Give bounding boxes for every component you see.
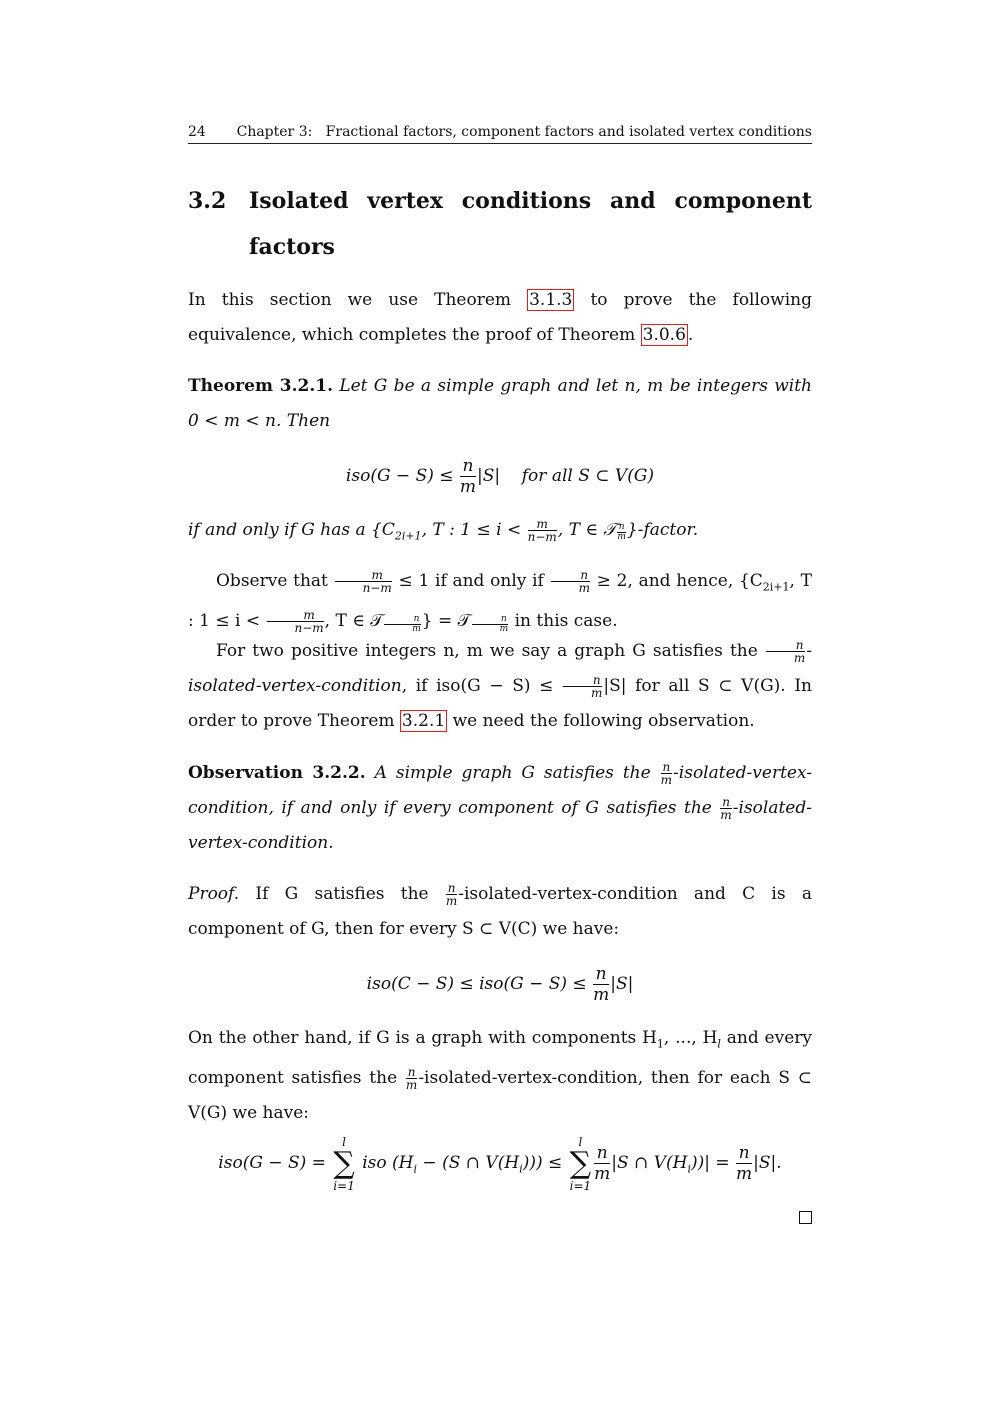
- equation-part: iso (H: [356, 1153, 414, 1173]
- fraction: [563, 674, 602, 699]
- subscript: i: [413, 1162, 418, 1176]
- denominator: m: [445, 894, 458, 908]
- fraction: [593, 964, 609, 1005]
- running-header: [188, 124, 812, 144]
- text: If G satisfies the: [239, 884, 445, 904]
- qed-square-icon: [799, 1211, 812, 1224]
- numerator: n: [551, 569, 590, 582]
- fraction: [528, 518, 557, 543]
- subscript: 2i+1: [762, 580, 790, 594]
- text: , T : 1 ≤ i <: [188, 571, 812, 632]
- text: , T ∈ 𝒯: [557, 520, 617, 540]
- text: -isolated-vertex-condition, then for each S ⊂ V(G) we have:: [188, 1068, 812, 1124]
- fraction: [766, 639, 805, 664]
- numerator: n: [384, 615, 421, 625]
- fraction: [594, 1143, 610, 1184]
- numerator: n: [662, 760, 671, 774]
- text: For two positive integers n, m we say a graph G satisfies the: [216, 641, 765, 661]
- text: -isolated-vertex-condition.: [188, 798, 812, 853]
- theorem-conclusion: [188, 513, 812, 553]
- fraction: [661, 761, 672, 786]
- numerator: m: [335, 569, 392, 582]
- text: }-factor.: [626, 520, 699, 540]
- denominator: m: [793, 651, 806, 665]
- numerator: n: [593, 964, 609, 985]
- text: -isolated-vertex-condition, if and only if every component of G satisfies the: [188, 763, 812, 818]
- denominator: n−m: [362, 581, 392, 595]
- denominator: m: [405, 1078, 418, 1093]
- proof-paragraph-2: [188, 1021, 812, 1131]
- defined-term: -isolated-vertex-condition: [188, 641, 812, 696]
- text: if and only if G has a {C: [188, 520, 395, 540]
- subscript: i: [687, 1162, 691, 1176]
- theorem-display-equation: [188, 454, 812, 498]
- theorem-ref-link[interactable]: 3.0.6: [642, 325, 686, 345]
- denominator: n−m: [527, 530, 557, 544]
- denominator: m: [720, 808, 732, 822]
- sigma-symbol: ∑: [333, 1145, 355, 1181]
- observation-label: Observation 3.2.2.: [188, 763, 366, 783]
- theorem-ref-link[interactable]: 3.1.3: [529, 290, 573, 310]
- text: A simple graph G satisfies the: [365, 763, 660, 783]
- text: ≤ 1 if and only if: [392, 571, 550, 591]
- proof-label: Proof.: [188, 884, 240, 904]
- sum-lower: i=1: [569, 1178, 592, 1193]
- equation-part: iso(G − S) ≤: [345, 466, 459, 486]
- section-title: Isolated vertex conditions and component factors: [249, 188, 812, 260]
- fraction: [720, 796, 731, 821]
- fraction: [460, 456, 476, 497]
- theorem-ref-link[interactable]: 3.2.1: [401, 711, 446, 731]
- fraction: [384, 615, 421, 634]
- denominator: m: [660, 773, 673, 787]
- equation-part: − (S ∩ V(H: [417, 1153, 520, 1173]
- equation-part: iso(G − S) =: [218, 1153, 332, 1173]
- numerator: n: [618, 522, 625, 533]
- numerator: n: [460, 456, 476, 477]
- equation-part: |S|.: [753, 1153, 782, 1173]
- equation-part: ))| =: [691, 1153, 736, 1173]
- numerator: n: [766, 639, 805, 652]
- definition-paragraph: [188, 634, 812, 739]
- numerator: n: [722, 795, 730, 809]
- fraction: [551, 569, 590, 594]
- numerator: m: [267, 609, 324, 622]
- fraction: [335, 569, 392, 594]
- intro-paragraph: [188, 283, 812, 353]
- section-heading: [188, 178, 812, 270]
- numerator: n: [447, 881, 456, 895]
- text: , ..., H: [663, 1028, 718, 1048]
- fraction: [406, 1066, 417, 1091]
- equation-part: |S| for all S ⊂ V(G): [477, 466, 655, 486]
- denominator: m: [736, 1164, 753, 1184]
- sum-upper: l: [342, 1134, 346, 1149]
- theorem-label: Theorem 3.2.1.: [188, 376, 333, 396]
- sum-upper: l: [578, 1134, 583, 1149]
- numerator: m: [528, 518, 557, 531]
- fraction: [472, 615, 509, 634]
- numerator: n: [472, 615, 509, 625]
- text: ≥ 2, and hence, {C: [590, 571, 763, 591]
- denominator: m: [578, 581, 590, 595]
- text: we need the following observation.: [447, 711, 755, 731]
- page-number: 24: [188, 124, 206, 140]
- proof-paragraph: [188, 877, 812, 947]
- chapter-title: Chapter 3: Fractional factors, component factors and isolated vertex conditions: [236, 124, 812, 140]
- subscript: 2i+1: [394, 529, 422, 543]
- text: , T : 1 ≤ i <: [421, 520, 527, 540]
- subscript: l: [717, 1037, 721, 1051]
- numerator: n: [563, 674, 602, 687]
- equation-part: iso(C − S) ≤ iso(G − S) ≤: [366, 974, 593, 994]
- proof-display-equation-1: [188, 962, 812, 1006]
- equation-part: ))) ≤: [522, 1153, 568, 1173]
- text: } = 𝒯: [421, 611, 471, 632]
- denominator: m: [617, 532, 626, 543]
- text: |S| for all S ⊂ V(G). In order to prove Theorem: [188, 676, 812, 731]
- subscript: i: [519, 1162, 523, 1176]
- proof-display-equation-2: [188, 1130, 812, 1202]
- numerator: n: [736, 1143, 752, 1164]
- subscript: 1: [656, 1037, 664, 1051]
- text: Observe that: [216, 571, 334, 591]
- text: On the other hand, if G is a graph with components H: [188, 1028, 657, 1048]
- fraction: [446, 882, 457, 907]
- denominator: m: [499, 623, 509, 634]
- denominator: m: [594, 1164, 611, 1184]
- denominator: n−m: [294, 621, 324, 636]
- denominator: m: [412, 623, 421, 634]
- sigma-symbol: ∑: [569, 1145, 592, 1181]
- equation-part: |S ∩ V(H: [611, 1153, 688, 1173]
- sum-lower: i=1: [333, 1178, 355, 1193]
- intro-text: to prove the following equivalence, which completes the proof of Theorem: [188, 290, 812, 345]
- text: and every component satisfies the: [188, 1028, 812, 1089]
- numerator: n: [594, 1143, 610, 1164]
- equation-part: |S|: [610, 974, 634, 994]
- theorem-block: [188, 369, 812, 439]
- text: -isolated-vertex-condition and C is a component of G, then for every S ⊂ V(C) we have:: [188, 884, 812, 939]
- text: , T ∈ 𝒯: [324, 611, 384, 632]
- numerator: n: [407, 1065, 416, 1080]
- text: in this case.: [509, 611, 618, 632]
- denominator: m: [590, 686, 603, 700]
- intro-text: .: [687, 325, 694, 345]
- observation-block: [188, 756, 812, 861]
- denominator: m: [459, 477, 477, 497]
- intro-text: In this section we use Theorem: [188, 290, 528, 310]
- section-number: 3.2: [188, 188, 227, 214]
- text: , if iso(G − S) ≤: [401, 676, 562, 696]
- observe-paragraph: [188, 564, 812, 639]
- denominator: m: [593, 985, 610, 1005]
- fraction: [617, 523, 626, 542]
- fraction: [736, 1143, 752, 1184]
- summation: [570, 1135, 592, 1193]
- theorem-statement: Let G be a simple graph and let n, m be integers with 0 < m < n. Then: [188, 376, 813, 431]
- fraction: [267, 609, 324, 634]
- summation: [333, 1135, 355, 1193]
